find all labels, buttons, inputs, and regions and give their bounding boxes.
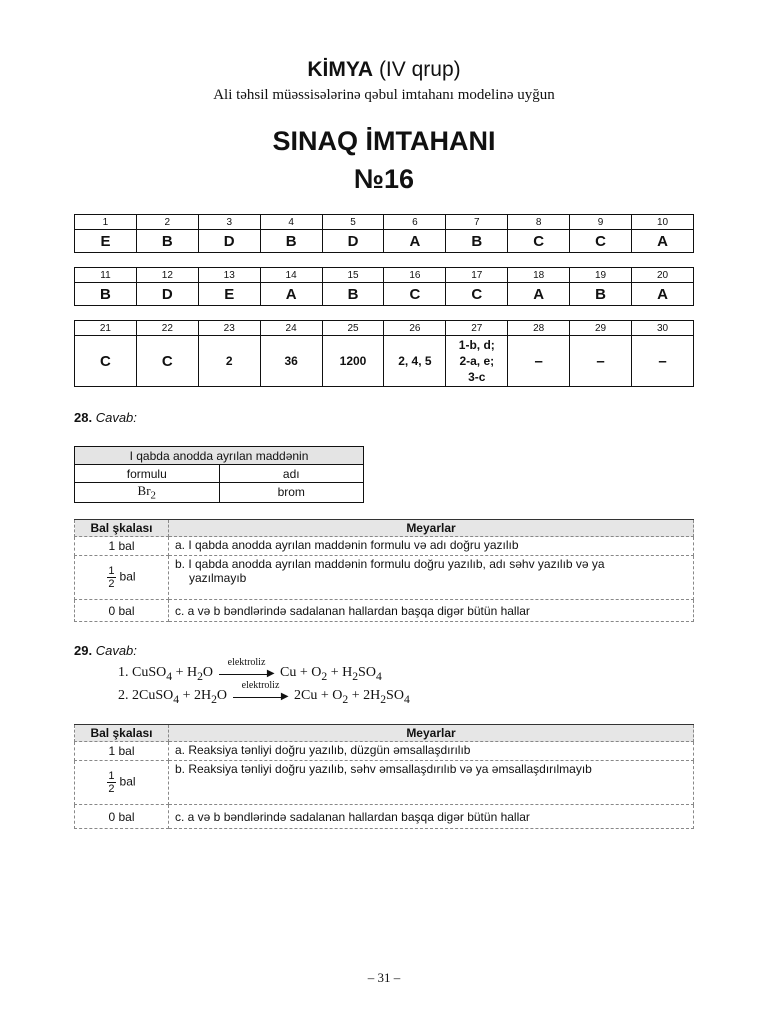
question-number: 24 — [260, 321, 322, 336]
score-cell: 1 bal — [75, 742, 169, 761]
formula-base: Br — [137, 483, 151, 498]
question-number: 9 — [570, 215, 632, 230]
criteria-table-28 — [74, 519, 694, 622]
question-28-heading — [74, 410, 137, 425]
criteria-text: b. Reaksiya tənliyi doğru yazılıb, səhv əmsallaşdırılıb və ya əmsallaşdırılmayıb — [169, 761, 694, 805]
question-number: 11 — [75, 268, 137, 283]
question-number: 28. — [74, 410, 93, 425]
question-number: 20 — [632, 268, 694, 283]
question-number: 21 — [75, 321, 137, 336]
answer-line: 2-a, e; — [459, 354, 495, 368]
answer-table-2 — [74, 267, 694, 306]
answer-cell: 1200 — [322, 336, 384, 387]
fraction: $\frac{1}{2}$ — [108, 565, 115, 590]
answer-cell: A — [260, 283, 322, 306]
column-formula: formulu — [75, 465, 220, 483]
criteria-text: a. I qabda anodda ayrılan maddənin formulu və adı doğru yazılıb — [169, 537, 694, 556]
reaction-arrow: elektroliz ▶ — [219, 667, 275, 679]
answer-cell: B — [260, 230, 322, 253]
answer-cell: B — [446, 230, 508, 253]
column-score: Bal şkalası — [75, 725, 169, 742]
equation-1: 1. CuSO$_4$ + $H_2O$ elektroliz ▶ $Cu + O_2 + H_2SO_4$ — [118, 656, 382, 683]
answer-cell: B — [75, 283, 137, 306]
question-number: 29. — [74, 643, 93, 658]
answer-cell: A — [632, 283, 694, 306]
subject-title — [0, 58, 768, 82]
answer-cell: B — [322, 283, 384, 306]
question-number: 17 — [446, 268, 508, 283]
name-cell: brom — [219, 483, 364, 503]
answer-cell: D — [136, 283, 198, 306]
column-name: adı — [219, 465, 364, 483]
question-number: 15 — [322, 268, 384, 283]
question-number: 23 — [198, 321, 260, 336]
answer-cell: C — [446, 283, 508, 306]
question-number: 4 — [260, 215, 322, 230]
question-number: 10 — [632, 215, 694, 230]
answer-label: Cavab: — [95, 410, 137, 425]
answer-cell: C — [136, 336, 198, 387]
answer-cell: A — [384, 230, 446, 253]
answer-cell: C — [508, 230, 570, 253]
answer-cell: C — [75, 336, 137, 387]
answer-cell: E — [198, 283, 260, 306]
fraction: $\frac{1}{2}$ — [108, 770, 115, 795]
score-unit: bal — [119, 569, 136, 584]
criteria-table-29 — [74, 724, 694, 829]
subtitle: Ali təhsil müəssisələrinə qəbul imtahanı modelinə uyğun — [213, 87, 555, 103]
score-cell-half — [75, 761, 169, 805]
answer-cell: 36 — [260, 336, 322, 387]
question-number: 18 — [508, 268, 570, 283]
subject-name: KİMYA — [307, 58, 374, 81]
answer-cell: D — [198, 230, 260, 253]
question-number: 1 — [75, 215, 137, 230]
question-number: 27 — [446, 321, 508, 336]
answer-cell: B — [136, 230, 198, 253]
answer-label: Cavab: — [95, 643, 137, 658]
answer-cell-27 — [446, 336, 508, 387]
answer-cell: B — [570, 283, 632, 306]
exam-number: №16 — [353, 164, 415, 194]
answer-cell: E — [75, 230, 137, 253]
answer-cell: A — [632, 230, 694, 253]
answer-cell: D — [322, 230, 384, 253]
question-number: 2 — [136, 215, 198, 230]
question-number: 14 — [260, 268, 322, 283]
substance-table — [74, 446, 364, 503]
question-number: 16 — [384, 268, 446, 283]
answer-cell: 2 — [198, 336, 260, 387]
question-number: 12 — [136, 268, 198, 283]
column-criteria: Meyarlar — [169, 520, 694, 537]
reaction-arrow: elektroliz ▶ — [233, 690, 289, 702]
question-number: 7 — [446, 215, 508, 230]
question-number: 25 — [322, 321, 384, 336]
equation-2: 2. 2CuSO$_4$ + $2H_2O$ elektroliz ▶ $2Cu + O_2 + 2H_2SO_4$ — [118, 679, 410, 706]
answer-cell: A — [508, 283, 570, 306]
answer-table-1 — [74, 214, 694, 253]
question-number: 29 — [570, 321, 632, 336]
question-number: 13 — [198, 268, 260, 283]
criteria-text: a. Reaksiya tənliyi doğru yazılıb, düzgün əmsallaşdırılıb — [169, 742, 694, 761]
answer-cell: – — [570, 336, 632, 387]
criteria-text: b. I qabda anodda ayrılan maddənin formulu doğru yazılıb, adı səhv yazılıb və ya yazılmayıb — [169, 556, 694, 600]
question-number: 8 — [508, 215, 570, 230]
score-cell: 0 bal — [75, 805, 169, 829]
question-number: 5 — [322, 215, 384, 230]
question-number: 22 — [136, 321, 198, 336]
substance-table-header: I qabda anodda ayrılan maddənin — [75, 447, 364, 465]
question-number: 19 — [570, 268, 632, 283]
score-cell: 1 bal — [75, 537, 169, 556]
question-number: 6 — [384, 215, 446, 230]
question-number: 26 — [384, 321, 446, 336]
answer-cell: 2, 4, 5 — [384, 336, 446, 387]
score-unit: bal — [119, 774, 136, 789]
question-number: 28 — [508, 321, 570, 336]
answer-cell: C — [384, 283, 446, 306]
score-cell-half — [75, 556, 169, 600]
question-29-heading — [74, 643, 137, 658]
question-number: 3 — [198, 215, 260, 230]
question-number: 30 — [632, 321, 694, 336]
column-criteria: Meyarlar — [169, 725, 694, 742]
criteria-text: c. a və b bəndlərində sadalanan hallardan başqa digər bütün hallar — [169, 600, 694, 622]
answer-table-3 — [74, 320, 694, 387]
score-cell: 0 bal — [75, 600, 169, 622]
answer-cell: – — [632, 336, 694, 387]
answer-line: 3-c — [468, 370, 486, 384]
formula-cell — [75, 483, 220, 503]
answer-cell: – — [508, 336, 570, 387]
criteria-text: c. a və b bəndlərində sadalanan hallardan başqa digər bütün hallar — [169, 805, 694, 829]
formula-subscript: 2 — [150, 489, 156, 502]
subject-group: (IV qrup) — [373, 58, 461, 81]
answer-cell: C — [570, 230, 632, 253]
exam-title: SINAQ İMTAHANI — [272, 126, 496, 156]
column-score: Bal şkalası — [75, 520, 169, 537]
page-number: – 31 – — [367, 970, 401, 985]
answer-line: 1-b, d; — [458, 338, 495, 352]
